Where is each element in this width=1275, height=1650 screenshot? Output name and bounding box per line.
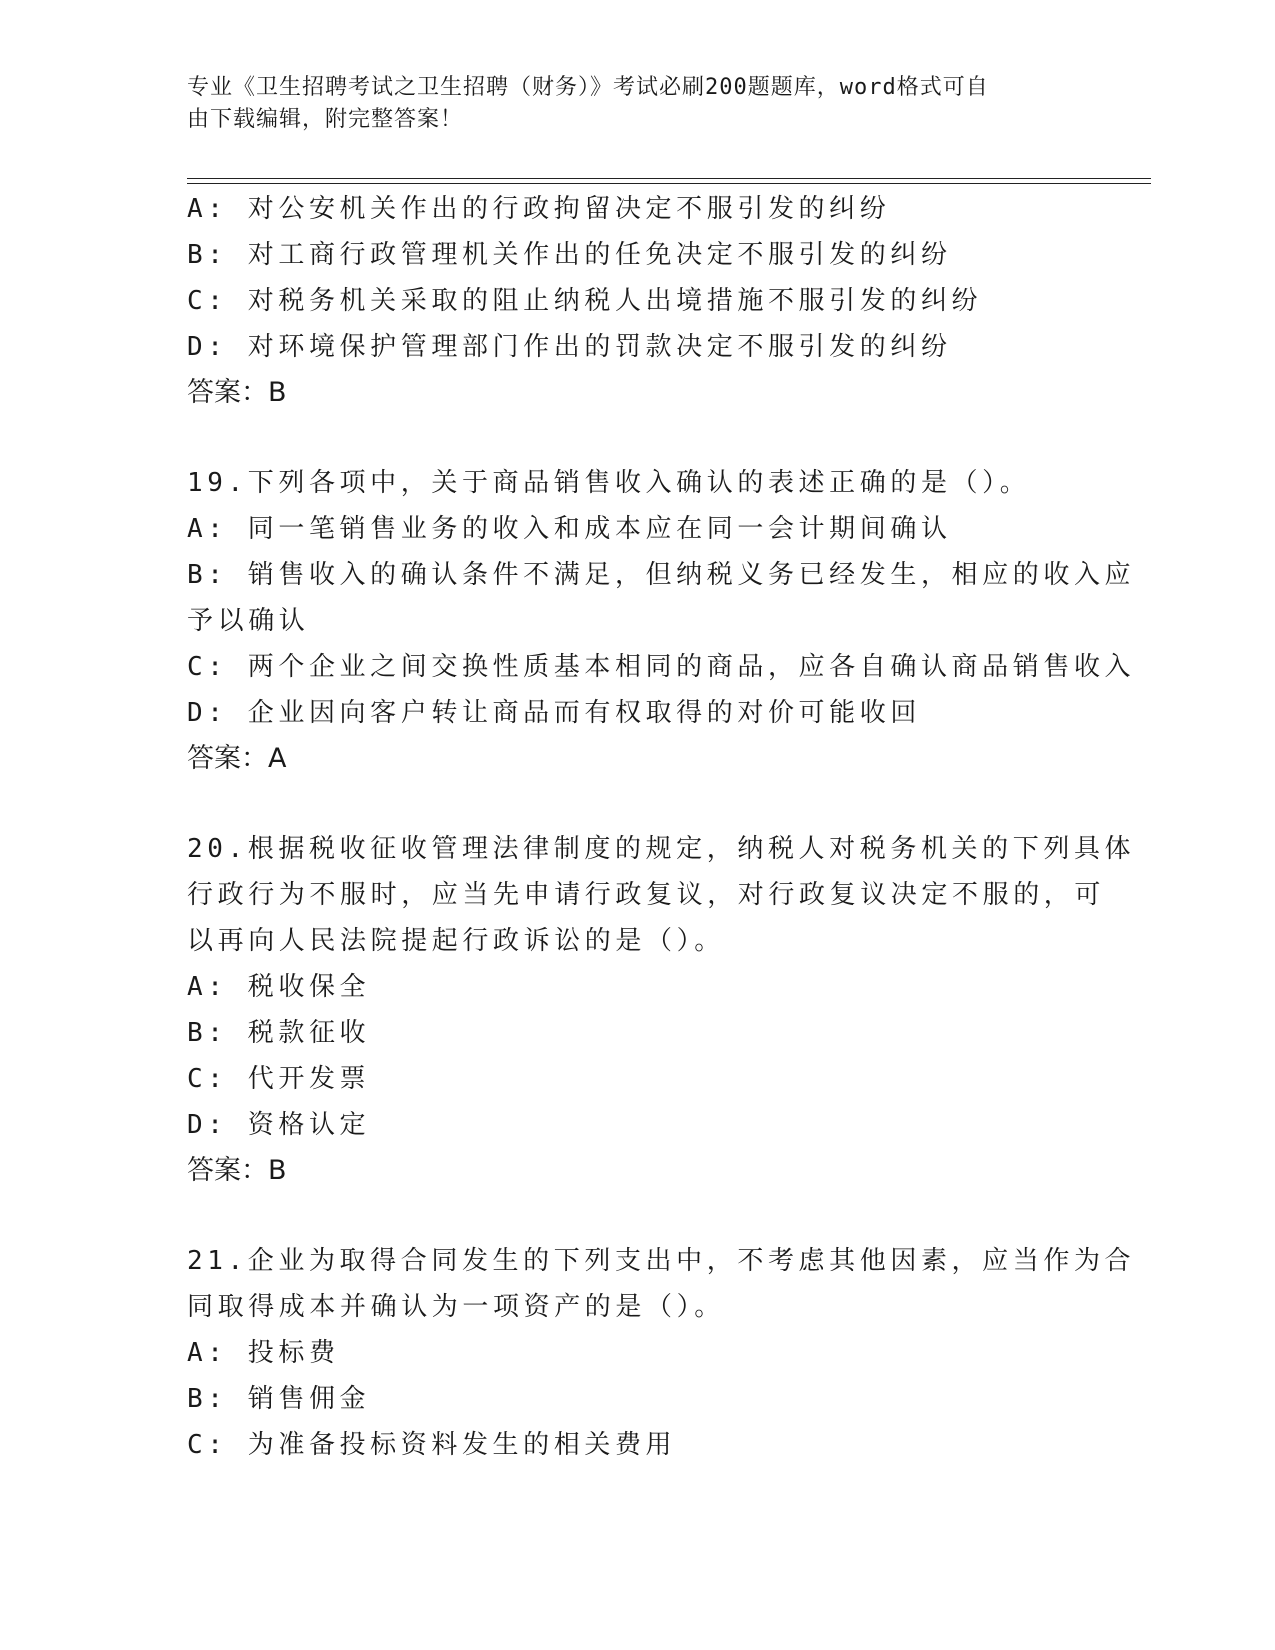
option-a: A: 对公安机关作出的行政拘留决定不服引发的纠纷 [187,194,891,224]
option-c: C: 为准备投标资料发生的相关费用 [187,1430,677,1460]
question-stem: 19.下列各项中，关于商品销售收入确认的表述正确的是（）。 [187,468,1031,498]
question-stem: 20.根据税收征收管理法律制度的规定，纳税人对税务机关的下列具体 [187,834,1136,864]
answer: 答案：B [187,1155,287,1186]
option-b: B: 销售收入的确认条件不满足，但纳税义务已经发生，相应的收入应 [187,560,1136,590]
option-a: A: 税收保全 [187,972,371,1002]
option-a: A: 同一笔销售业务的收入和成本应在同一会计期间确认 [187,514,952,544]
option-d: D: 企业因向客户转让商品而有权取得的对价可能收回 [187,698,921,728]
spacer [187,416,1077,460]
option-d: D: 资格认定 [187,1110,371,1140]
option-b-continuation: 予以确认 [187,606,310,636]
option-b: B: 税款征收 [187,1018,371,1048]
option-a: A: 投标费 [187,1338,340,1368]
answer: 答案：A [187,743,287,774]
question-20 [187,826,1136,1194]
question-stem-continuation: 以再向人民法院提起行政诉讼的是（）。 [187,926,725,956]
document-header [187,72,1067,136]
question-list [187,186,1136,1468]
header-divider [187,178,1151,184]
option-b: B: 销售佣金 [187,1384,371,1414]
option-c: C: 代开发票 [187,1064,371,1094]
question-stem-continuation: 行政行为不服时，应当先申请行政复议，对行政复议决定不服的，可 [187,880,1106,910]
option-b: B: 对工商行政管理机关作出的任免决定不服引发的纠纷 [187,240,952,270]
answer: 答案：B [187,377,287,408]
question-stem-continuation: 同取得成本并确认为一项资产的是（）。 [187,1292,725,1322]
question-21 [187,1238,1136,1468]
spacer [187,1194,1077,1238]
header-line-1: 专业《卫生招聘考试之卫生招聘（财务）》考试必刷200题题库，word格式可自 [187,75,989,100]
option-c: C: 对税务机关采取的阻止纳税人出境措施不服引发的纠纷 [187,286,983,316]
option-d: D: 对环境保护管理部门作出的罚款决定不服引发的纠纷 [187,332,952,362]
question-18-continuation [187,186,1077,416]
question-stem: 21.企业为取得合同发生的下列支出中，不考虑其他因素，应当作为合 [187,1246,1136,1276]
spacer [187,782,1077,826]
header-line-2: 由下载编辑，附完整答案！ [187,107,464,132]
question-19 [187,460,1136,782]
option-c: C: 两个企业之间交换性质基本相同的商品，应各自确认商品销售收入 [187,652,1136,682]
